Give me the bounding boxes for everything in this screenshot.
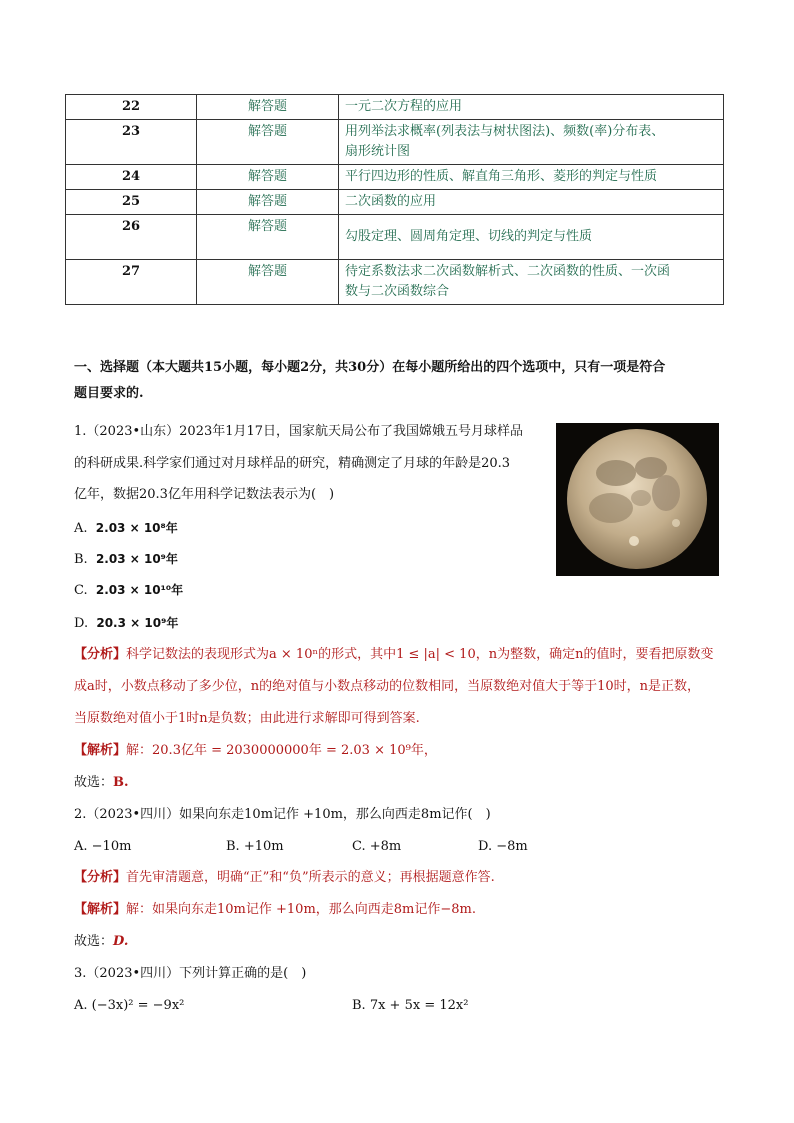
q2-stem: 2.（2023•四川）如果向东走10m记作 +10m，那么向西走8m记作( ) xyxy=(74,807,491,822)
option-value: 2.03 × 10⁸年 xyxy=(95,521,178,535)
question-type: 解答题 xyxy=(197,165,339,190)
answer-choice: B. xyxy=(113,775,129,790)
q3-option-b[interactable]: B. 7x + 5x = 12x² xyxy=(352,998,469,1013)
knowledge-point: 平行四边形的性质、解直角三角形、菱形的判定与性质 xyxy=(339,165,724,190)
section-heading-line: 题目要求的. xyxy=(74,386,144,401)
q1-stem-line: 1.（2023•山东）2023年1月17日，国家航天局公布了我国嫦娥五号月球样品 xyxy=(74,424,524,439)
knowledge-line: 扇形统计图 xyxy=(345,144,411,159)
table-row xyxy=(66,120,724,165)
table-row xyxy=(66,215,724,260)
q1-option-a[interactable] xyxy=(74,518,178,539)
answer-choice: D. xyxy=(113,934,129,949)
q3-stem: 3.（2023•四川）下列计算正确的是( ) xyxy=(74,966,307,981)
knowledge-line: 待定系数法求二次函数解析式、二次函数的性质、一次函 xyxy=(345,264,671,279)
q1-analysis-line: 成a时，小数点移动了多少位，n的绝对值与小数点移动的位数相同，当原数绝对值大于等于10时，n是正数， xyxy=(74,679,701,694)
option-letter: A. xyxy=(74,521,88,536)
q1-stem-line: 亿年，数据20.3亿年用科学记数法表示为( ) xyxy=(74,487,335,502)
knowledge-point: 一元二次方程的应用 xyxy=(339,95,724,120)
answer-label: 故选： xyxy=(74,775,114,790)
analysis-text: 科学记数法的表现形式为a × 10ⁿ的形式，其中1 ≤ |a| < 10，n为整数，确定n的值时，要看把原数变 xyxy=(126,647,714,662)
moon-photo xyxy=(556,423,719,576)
option-letter: D. xyxy=(74,616,89,631)
q2-option-d[interactable]: D. −8m xyxy=(478,839,528,854)
option-letter: C. xyxy=(74,583,88,598)
q2-option-a[interactable]: A. −10m xyxy=(74,839,132,854)
question-number: 23 xyxy=(66,120,197,165)
section-heading-line: 一、选择题（本大题共15小题，每小题2分，共30分）在每小题所给出的四个选项中，只有一项是符合 xyxy=(74,360,666,375)
q1-analysis-line: 当原数绝对值小于1时n是负数；由此进行求解即可得到答案. xyxy=(74,711,420,726)
q3-option-a[interactable]: A. (−3x)² = −9x² xyxy=(74,998,185,1013)
question-number: 27 xyxy=(66,260,197,305)
question-type: 解答题 xyxy=(197,260,339,305)
q2-option-c[interactable]: C. +8m xyxy=(352,839,402,854)
question-number: 24 xyxy=(66,165,197,190)
q1-option-b[interactable] xyxy=(74,549,178,570)
q2-option-b[interactable]: B. +10m xyxy=(226,839,284,854)
question-number: 22 xyxy=(66,95,197,120)
section-heading xyxy=(74,355,724,407)
knowledge-line: 数与二次函数综合 xyxy=(345,284,450,299)
table-row xyxy=(66,95,724,120)
table-row xyxy=(66,190,724,215)
table-row xyxy=(66,260,724,305)
option-letter: B. xyxy=(74,552,88,567)
q2-solution-line xyxy=(74,900,476,920)
option-value: 20.3 × 10⁹年 xyxy=(96,616,179,630)
question-type: 解答题 xyxy=(197,120,339,165)
question-number: 26 xyxy=(66,215,197,260)
knowledge-point xyxy=(339,260,724,305)
analysis-text: 首先审清题意，明确“正”和“负”所表示的意义；再根据题意作答. xyxy=(126,870,495,885)
question-type: 解答题 xyxy=(197,215,339,260)
option-value: 2.03 × 10⁹年 xyxy=(95,552,178,566)
solution-tag: 【解析】 xyxy=(74,743,127,758)
q1-solution-line xyxy=(74,741,437,761)
solution-text: 解：20.3亿年 = 2030000000年 = 2.03 × 10⁹年， xyxy=(126,743,437,758)
knowledge-point: 二次函数的应用 xyxy=(339,190,724,215)
solution-text: 解：如果向东走10m记作 +10m，那么向西走8m记作−8m. xyxy=(126,902,477,917)
q1-stem-line: 的科研成果.科学家们通过对月球样品的研究，精确测定了月球的年龄是20.3 xyxy=(74,456,511,471)
q1-answer-line xyxy=(74,773,129,793)
q2-analysis-line xyxy=(74,868,495,888)
answer-label: 故选： xyxy=(74,934,114,949)
knowledge-point xyxy=(339,120,724,165)
knowledge-line: 用列举法求概率(列表法与树状图法)、频数(率)分布表、 xyxy=(345,124,665,139)
table-row xyxy=(66,165,724,190)
q1-option-c[interactable] xyxy=(74,580,183,601)
question-type: 解答题 xyxy=(197,95,339,120)
q1-option-d[interactable] xyxy=(74,613,178,634)
knowledge-table xyxy=(65,94,724,305)
knowledge-point: 勾股定理、圆周角定理、切线的判定与性质 xyxy=(339,215,724,260)
option-value: 2.03 × 10¹⁰年 xyxy=(95,583,184,597)
analysis-tag: 【分析】 xyxy=(74,647,127,662)
solution-tag: 【解析】 xyxy=(74,902,127,917)
question-number: 25 xyxy=(66,190,197,215)
q2-answer-line xyxy=(74,932,128,952)
analysis-tag: 【分析】 xyxy=(74,870,127,885)
q1-analysis-line xyxy=(74,645,713,665)
question-type: 解答题 xyxy=(197,190,339,215)
